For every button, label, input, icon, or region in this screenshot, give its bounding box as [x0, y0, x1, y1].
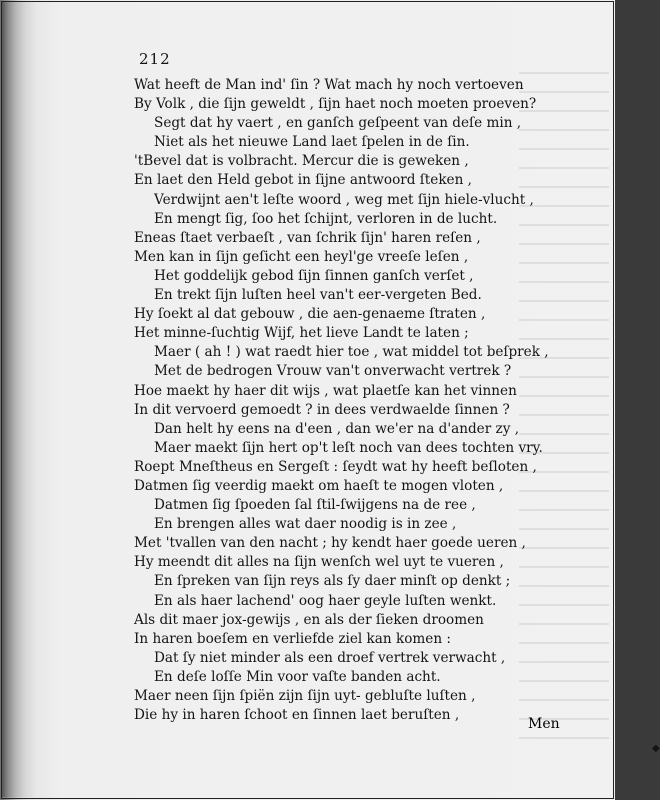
verse-line: In haren boeſem en verliefde ziel kan komen : — [134, 630, 451, 647]
text-block — [134, 50, 660, 790]
verse-line: Dat ſy niet minder als een droef vertrek verwacht , — [154, 649, 506, 666]
verse-line: Hoe maekt hy haer dit wijs , wat plaetſe kan het vinnen — [134, 382, 517, 399]
verse-line: Hy ſoekt al dat gebouw , die aen-genaeme ſtraten , — [134, 306, 486, 323]
verse-line: Eneas ſtaet verbaeſt , van ſchrik ſijn' haren reſen , — [134, 229, 481, 246]
verse-line: Maer maekt ſijn hert op't leſt noch van dees tochten vry. — [154, 439, 543, 456]
catchword: Men — [528, 716, 560, 732]
verse-line: Maer neen ſijn ſpiën zijn ſijn uyt- gebluſte luſten , — [134, 688, 476, 704]
verse-line: Verdwijnt aen't leſte woord , weg met ſijn hiele-vlucht , — [154, 191, 534, 208]
verse-line: Die hy in haren ſchoot en ſinnen laet beruſten , — [134, 707, 460, 724]
page-number: 212 — [139, 50, 171, 68]
verse-line: En deſe loſſe Min voor vaſte banden acht. — [154, 668, 441, 685]
verse-line: En trekt ſijn luſten heel van't eer-vergeten Bed. — [154, 287, 482, 304]
verse-line: Segt dat hy vaert , en ganſch geſpeent van deſe min , — [154, 115, 522, 132]
verse-line: By Volk , die ſijn geweldt , ſijn haet noch moeten proeven? — [134, 96, 537, 113]
verse-line: Hy meendt dit alles na ſijn wenſch wel uyt te vueren , — [134, 554, 504, 571]
verse-line: Het goddelijk gebod ſijn ſinnen ganſch verſet , — [154, 267, 474, 284]
verse-line: En ſpreken van ſijn reys als ſy daer minſt op denkt ; — [154, 573, 511, 590]
verse-line: Met de bedrogen Vrouw van't onverwacht vertrek ? — [154, 363, 512, 380]
verse-lines — [134, 76, 574, 725]
verse-line: Men kan in ſijn geſicht een heyl'ge vreeſe leſen , — [134, 248, 469, 265]
verse-line: Niet als het nieuwe Land laet ſpelen in de ſin. — [154, 134, 470, 151]
verse-line: In dit vervoerd gemoedt ? in dees verdwaelde ſinnen ? — [134, 401, 510, 418]
verse-line: Met 'tvallen van den nacht ; hy kendt haer goede ueren , — [134, 535, 526, 552]
verse-line: Maer ( ah ! ) wat raedt hier toe , wat middel tot beſprek , — [154, 344, 549, 361]
verse-line: Dan helt hy eens na d'een , dan we'er na d'ander zy , — [154, 420, 520, 437]
ink-mark: ◆ — [652, 743, 660, 754]
verse-line: En mengt ſig, ſoo het ſchijnt, verloren in de lucht. — [154, 210, 498, 227]
verse-line: En brengen alles wat daer noodig is in zee , — [154, 516, 457, 533]
verse-line: Wat heeft de Man ind' ſin ? Wat mach hy noch vertoeven — [134, 77, 524, 93]
verse-line: 'tBevel dat is volbracht. Mercur die is geweken , — [134, 153, 469, 170]
verse-line: En als haer lachend' oog haer geyle luſten wenkt. — [154, 592, 497, 609]
verse-line: Datmen ſig ſpoeden ſal ſtil-ſwijgens na de ree , — [154, 497, 476, 514]
verse-line: Het minne-ſuchtig Wijf, het lieve Landt te laten ; — [134, 325, 469, 342]
verse-line: Roept Mneſtheus en Sergeſt : ſeydt wat hy heeft beſloten , — [134, 458, 537, 475]
verse-line: En laet den Held gebot in ſijne antwoord ſteken , — [134, 172, 472, 189]
verse-line: Datmen ſig veerdig maekt om haeſt te mogen vloten , — [134, 477, 504, 494]
verse-line: Als dit maer jox-gewijs , en als der ſieken droomen — [134, 611, 484, 628]
